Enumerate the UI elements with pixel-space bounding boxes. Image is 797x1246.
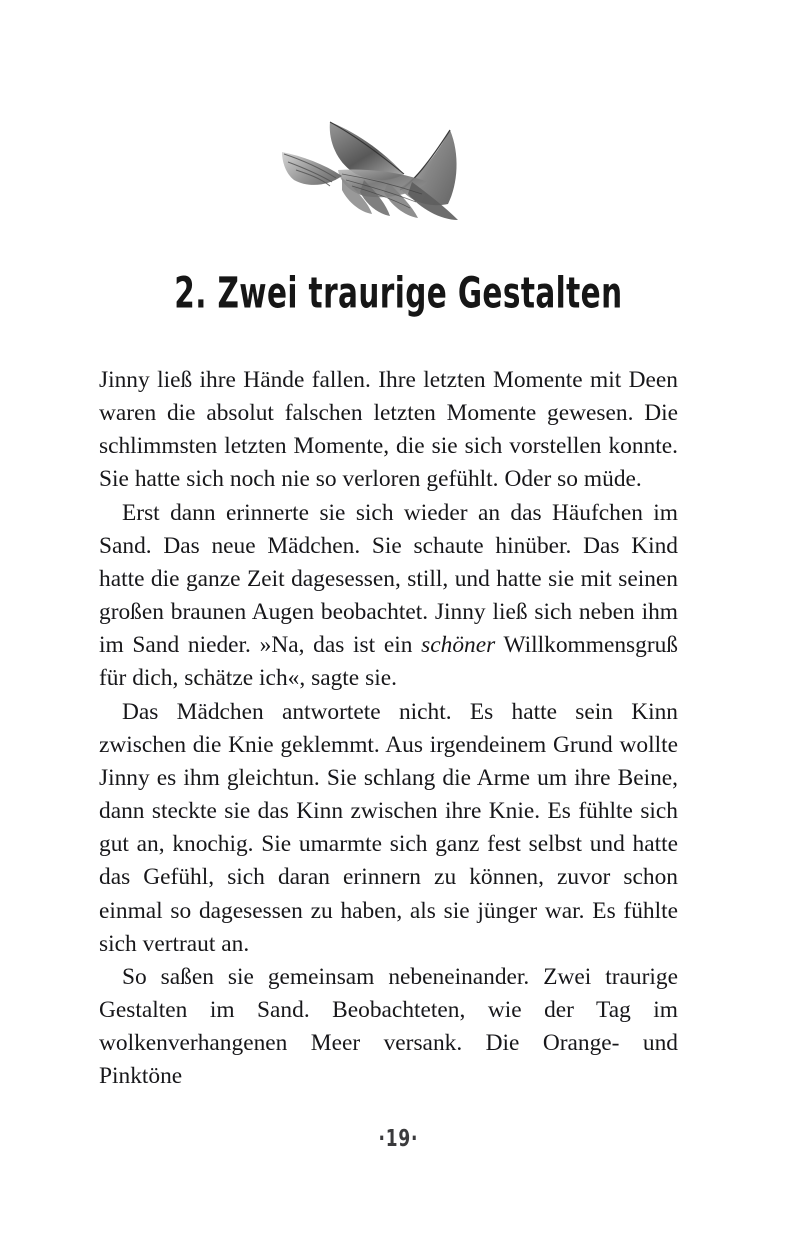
page-number: ·19·	[378, 1126, 419, 1152]
chapter-title: 2. Zwei traurige Gestalten	[174, 268, 623, 319]
paragraph: Das Mädchen antwortete nicht. Es hatte sein Kinn zwischen die Knie geklemmt. Aus irgendeinem Grund wollte Jinny es ihm gleichtun. Sie schlang die Arme um ihre Beine, dann steckte sie das Kinn zwischen ihre Knie. Es fühlte sich gut an, knochig. Sie umarmte sich ganz fest selbst und hatte das Gefühl, sich daran erinnern zu können, zuvor schon einmal so dagesessen zu haben, als sie jünger war. Es fühlte sich vertraut an.	[99, 698, 678, 957]
paragraph: So saßen sie gemeinsam nebeneinander. Zwei traurige Gestalten im Sand. Beobachteten, wie der Tag im wolkenverhangenen Meer versank. Die Orange- und Pinktöne	[99, 963, 678, 1090]
body-text-column	[99, 364, 678, 1093]
paragraph: Jinny ließ ihre Hände fallen. Ihre letzten Momente mit Deen waren die absolut falschen letzten Momente gewesen. Die schlimmsten letzten Momente, die sie sich vorstellen konnte. Sie hatte sich noch nie so verloren gefühlt. Oder so müde.	[99, 367, 678, 493]
paragraph: Erst dann erinnerte sie sich wieder an das Häufchen im Sand. Das neue Mädchen. Sie schaute hinüber. Das Kind hatte die ganze Zeit dagesessen, still, und hatte sie mit seinen großen braunen Augen beobachtet. Jinny ließ sich neben ihm im Sand nieder. »Na, das ist ein schöner Willkommensgruß für dich, schätze ich«, sagte sie.	[99, 499, 678, 692]
leaves-ornament-icon	[272, 108, 482, 230]
